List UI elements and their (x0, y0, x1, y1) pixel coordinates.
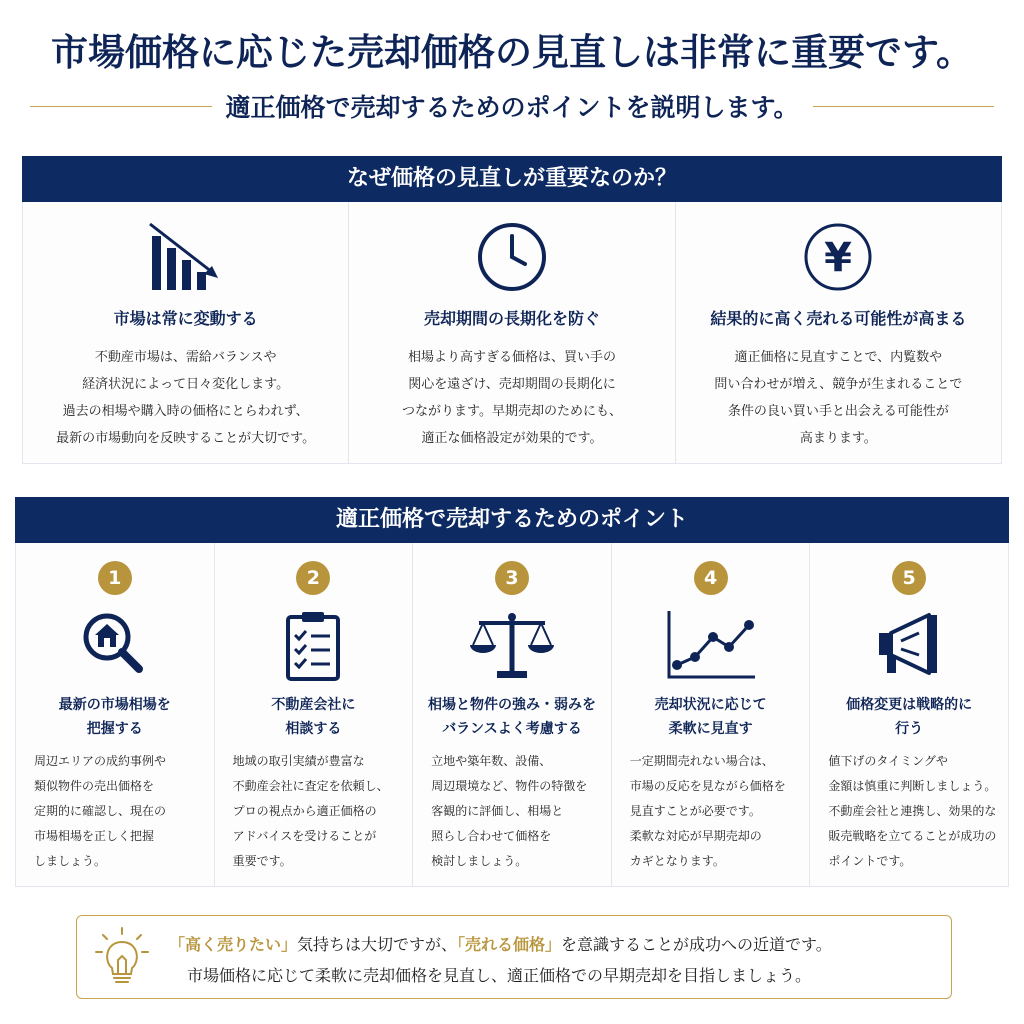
why-card-body (23, 344, 348, 452)
body-line: 客観的に評価し、相場と (431, 804, 564, 818)
body-line: 条件の良い買い手と出会える可能性が (727, 404, 949, 419)
divider-left (30, 106, 212, 107)
why-card-period (349, 202, 675, 464)
body-line: 市場の反応を見ながら価格を (629, 779, 786, 793)
point-heading (413, 693, 611, 741)
clipboard-checklist-icon (275, 607, 351, 683)
divider-right (813, 106, 995, 107)
point-body (431, 749, 603, 874)
point-body (828, 749, 1000, 874)
point-cards (15, 543, 1009, 887)
body-line: 過去の相場や購入時の価格にとらわれず、 (62, 404, 309, 419)
body-line: 見直すことが必要です。 (629, 804, 761, 818)
body-line: 高まります。 (799, 431, 877, 446)
point-card-1 (15, 543, 215, 887)
body-line: 重要です。 (232, 854, 292, 868)
why-card-body (349, 344, 674, 452)
balance-scale-icon (467, 607, 557, 683)
heading-line: 最新の市場相場を (58, 697, 171, 713)
body-line: カギとなります。 (629, 854, 725, 868)
why-cards (22, 202, 1002, 464)
yen-coin-icon (801, 220, 875, 294)
line-chart-icon (663, 607, 759, 683)
body-line: 検討しましょう。 (431, 854, 528, 868)
point-number-badge: 5 (892, 561, 926, 595)
point-body (630, 749, 802, 874)
point-number-badge: 4 (694, 561, 728, 595)
body-line: 販売戦略を立てることが成功の (828, 829, 997, 843)
body-line: 問い合わせが増え、競争が生まれることで (714, 377, 963, 392)
why-section-heading: なぜ価格の見直しが重要なのか？ (22, 156, 1002, 202)
point-card-5 (810, 543, 1009, 887)
body-line: 照らし合わせて価格を (431, 829, 552, 843)
callout-line-1 (169, 932, 832, 955)
point-body (34, 749, 206, 874)
svg-text:¥: ¥ (824, 235, 853, 281)
why-card-price (676, 202, 1002, 464)
body-line: 一定期間売れない場合は、 (629, 754, 774, 768)
body-line: しましょう。 (34, 854, 107, 868)
points-section-heading: 適正価格で売却するためのポイント (15, 497, 1009, 543)
heading-line: 不動産会社に (271, 697, 356, 713)
heading-line: 相談する (285, 721, 342, 737)
heading-line: 行う (895, 721, 924, 737)
callout-text: 気持ちは大切ですが、 (297, 935, 458, 954)
body-line: 周辺エリアの成約事例や (34, 754, 167, 768)
point-heading (16, 693, 214, 741)
point-card-3 (413, 543, 612, 887)
declining-bar-chart-icon (146, 220, 226, 294)
body-line: 定期的に確認し、現在の (34, 804, 167, 818)
point-heading (215, 693, 413, 741)
body-line: 柔軟な対応が早期売却の (629, 829, 762, 843)
body-line: 立地や築年数、設備、 (431, 754, 552, 768)
point-body (233, 749, 405, 874)
body-line: 相場より高すぎる価格は、買い手の (407, 350, 616, 365)
clock-icon (475, 220, 549, 294)
body-line: 地域の取引実績が豊富な (232, 754, 365, 768)
point-card-4 (612, 543, 811, 887)
point-card-2 (215, 543, 414, 887)
body-line: 類似物件の売出価格を (34, 779, 155, 793)
body-line: 市場相場を正しく把握 (34, 829, 155, 843)
point-number-badge: 3 (495, 561, 529, 595)
why-card-market (22, 202, 349, 464)
megaphone-icon (871, 607, 947, 683)
body-line: 周辺環境など、物件の特徴を (431, 779, 588, 793)
point-number-badge: 1 (98, 561, 132, 595)
body-line: 経済状況によって日々変化します。 (82, 377, 290, 392)
highlight-phrase: 「高く売りたい」 (169, 935, 298, 954)
body-line: 関心を遠ざけ、売却期間の長期化に (408, 377, 616, 392)
point-heading (810, 693, 1008, 741)
page-subtitle: 適正価格で売却するためのポイントを説明します。 (225, 93, 799, 122)
callout-text: を意識することが成功への近道です。 (561, 935, 832, 954)
heading-line: バランスよく考慮する (442, 721, 582, 737)
subtitle-row (30, 86, 994, 126)
house-magnifier-icon (77, 607, 153, 683)
point-heading (612, 693, 810, 741)
heading-line: 価格変更は戦略的に (846, 697, 973, 713)
body-line: 最新の市場動向を反映することが大切です。 (56, 431, 316, 446)
body-line: つながります。早期売却のためにも、 (402, 404, 622, 419)
body-line: 不動産会社と連携し、効果的な (828, 804, 997, 818)
heading-line: 把握する (86, 721, 143, 737)
body-line: 不動産会社に査定を依頼し、 (232, 779, 389, 793)
heading-line: 相場と物件の強み・弱みを (427, 697, 596, 713)
body-line: アドバイスを受けることが (232, 829, 377, 843)
heading-line: 売却状況に応じて (654, 697, 767, 713)
why-card-heading: 市場は常に変動する (113, 309, 258, 328)
body-line: 適正価格に見直すことで、内覧数や (734, 350, 943, 365)
callout-line-2: 市場価格に応じて柔軟に売却価格を見直し、適正価格での早期売却を目指しましょう。 (187, 966, 812, 985)
body-line: 不動産市場は、需給バランスや (94, 350, 277, 365)
highlight-phrase: 「売れる価格」 (457, 935, 562, 954)
callout-box (76, 915, 952, 999)
lightbulb-icon (91, 926, 153, 990)
point-number-badge: 2 (296, 561, 330, 595)
body-line: 金額は慎重に判断しましょう。 (828, 779, 997, 793)
page-title: 市場価格に応じた売却価格の見直しは非常に重要です。 (50, 30, 974, 74)
why-card-heading: 結果的に高く売れる可能性が高まる (710, 309, 967, 328)
body-line: 適正な価格設定が効果的です。 (421, 431, 603, 446)
why-card-heading: 売却期間の長期化を防ぐ (423, 309, 600, 328)
heading-line: 柔軟に見直す (668, 721, 753, 737)
body-line: プロの視点から適正価格の (232, 804, 377, 818)
why-card-body (676, 344, 1001, 452)
body-line: 値下げのタイミングや (828, 754, 948, 768)
body-line: ポイントです。 (828, 854, 912, 868)
